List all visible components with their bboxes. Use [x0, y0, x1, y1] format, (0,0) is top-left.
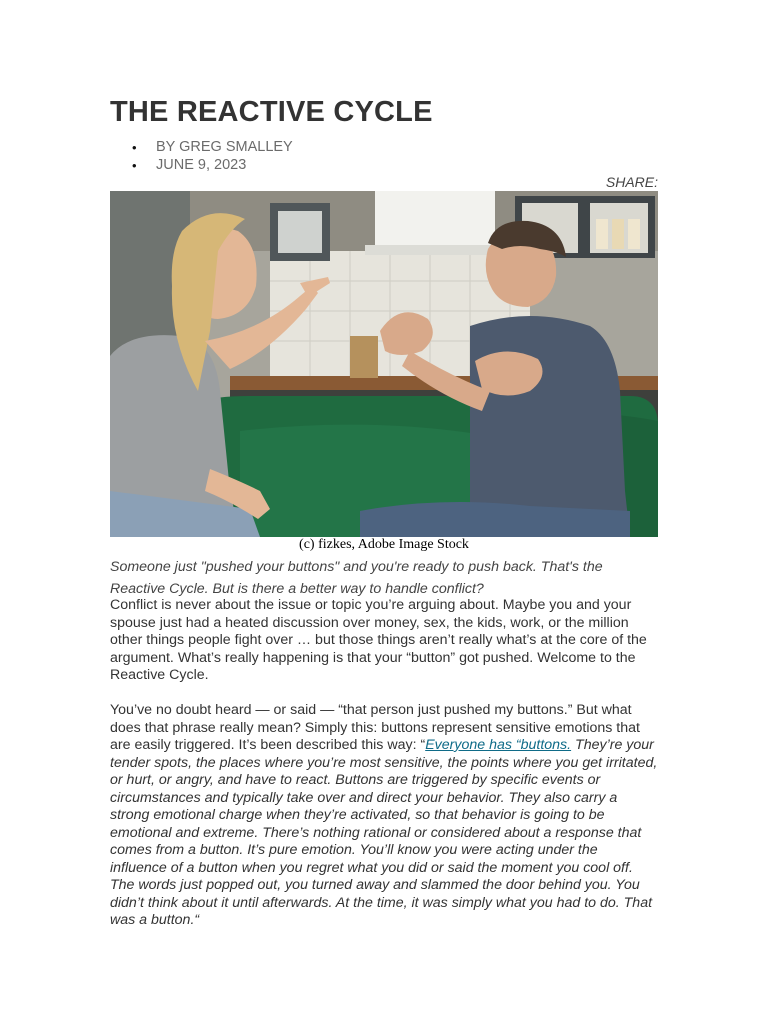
article-photo [110, 191, 658, 537]
article-lede: Someone just "pushed your buttons" and you're ready to push back. That's the Reactive Cycle. But is there a better way to handle conflict? [110, 559, 603, 597]
byline: • BY GREG SMALLEY [110, 139, 293, 157]
paragraph-2 [110, 702, 658, 930]
paragraph-2-intro: You’ve no doubt heard — or said — “that person just pushed my buttons.” But what does that phrase really mean? Simply this: buttons represent sensitive emotions that are easily triggered. It’s been described this way: “ [110, 702, 640, 753]
share-label: SHARE: [605, 174, 658, 190]
everyone-has-buttons-link[interactable]: Everyone has “buttons. [425, 737, 572, 753]
paragraph-2-quote: They’re your tender spots, the places where you’re most sensitive, the points where you get irritated, or hurt, or angry, and have to react. Buttons are triggered by specific events or circumstances and typically take over and direct your behavior. They also carry a strong emotional charge when they’re activated, so that behavior is going to be emotional and extreme. There’s nothing rational or considered about a response that comes from a button. It’s pure emotion. You’ll know you were acting under the influence of a button when you regret what you did or said the moment you cool off. The words just popped out, you turned away and slammed the door behind you. You didn’t think about it until afterwards. At the time, it was simply what you had to do. That was a button.“ [110, 737, 658, 928]
couple-arguing-illustration [110, 191, 658, 537]
image-caption: (c) fizkes, Adobe Image Stock [299, 537, 469, 552]
article-meta [110, 139, 293, 174]
publish-date: • JUNE 9, 2023 [110, 157, 293, 175]
paragraph-1: Conflict is never about the issue or topic you’re arguing about. Maybe you and your spouse just had a heated discussion over money, sex, the kids, work, or the million other things people fight over … but those things aren’t really what’s at the core of the argument. What’s really happening is that your “button” got pushed. Welcome to the Reactive Cycle. [110, 597, 647, 683]
article-title: THE REACTIVE CYCLE [110, 96, 433, 128]
